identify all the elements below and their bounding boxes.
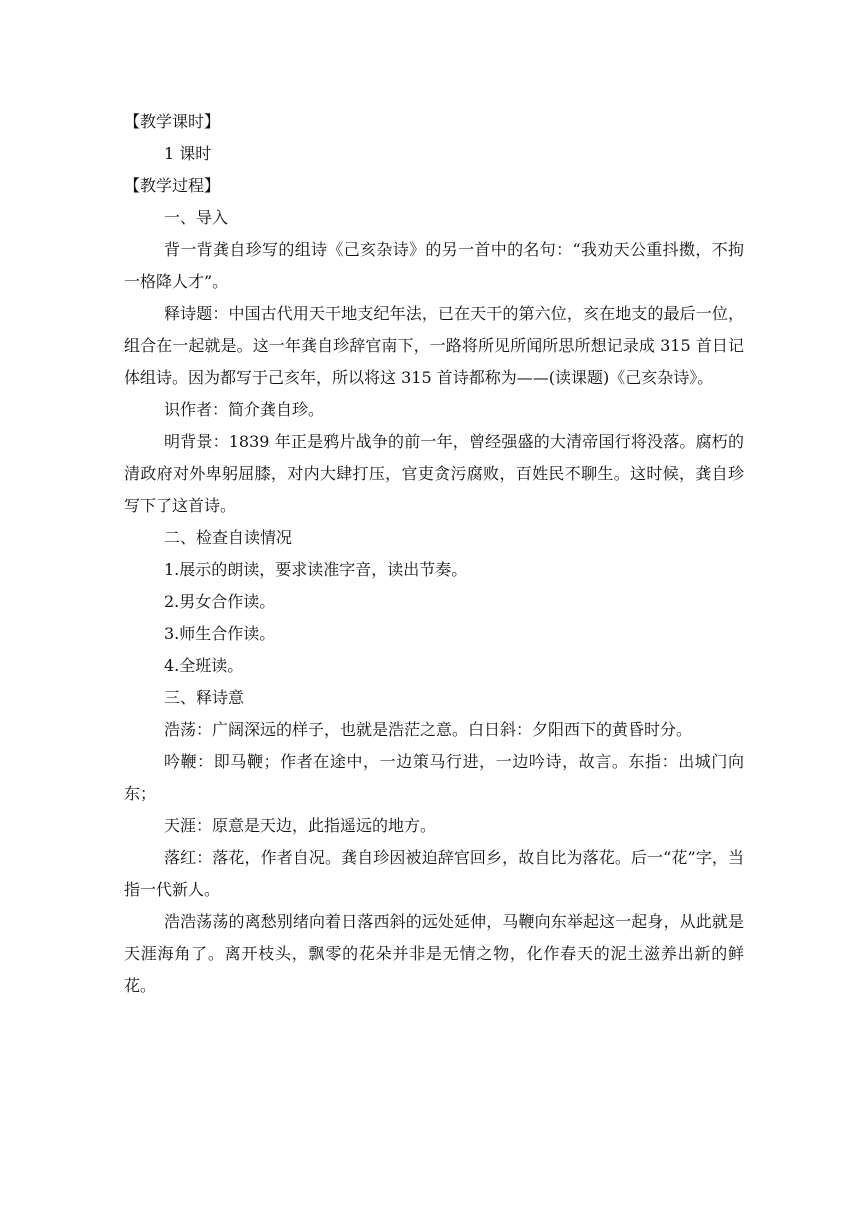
section-1-paragraph: 明背景：1839 年正是鸦片战争的前一年，曾经强盛的大清帝国行将没落。腐朽的清政府对外卑躬屈膝，对内大肆打压，官吏贪污腐败，百姓民不聊生。这时候，龚自珍写下了这首诗。 — [124, 432, 744, 515]
list-item: 2.男女合作读。 — [164, 592, 276, 611]
section-3-paragraph: 浩浩荡荡的离愁别绪向着日落西斜的远处延伸，马鞭向东举起这一起身，从此就是天涯海角了。离开枝头，飘零的花朵并非是无情之物，化作春天的泥土滋养出新的鲜花。 — [124, 912, 744, 995]
lesson-hours-heading: 【教学课时】 — [124, 112, 221, 131]
section-3-paragraph: 落红：落花，作者自况。龚自珍因被迫辞官回乡，故自比为落花。后一“花”字，当指一代新人。 — [124, 848, 744, 899]
section-3-paragraph: 浩荡：广阔深远的样子，也就是浩茫之意。白日斜：夕阳西下的黄昏时分。 — [164, 720, 693, 739]
section-3-paragraph: 天涯：原意是天边，此指遥远的地方。 — [164, 816, 437, 835]
document-body — [124, 106, 744, 1002]
section-1-paragraph: 背一背龚自珍写的组诗《己亥杂诗》的另一首中的名句：“我劝天公重抖擞，不拘一格降人才”。 — [124, 240, 744, 291]
list-item: 4.全班读。 — [164, 656, 244, 675]
section-3-paragraph: 吟鞭：即马鞭；作者在途中，一边策马行进，一边吟诗，故言。东指：出城门向东； — [124, 752, 744, 803]
section-3-title: 三、释诗意 — [164, 688, 245, 707]
list-item: 3.师生合作读。 — [164, 624, 276, 643]
section-1-title: 一、导入 — [164, 208, 229, 227]
lesson-hours-value: 1 课时 — [164, 144, 212, 163]
teaching-process-heading: 【教学过程】 — [124, 176, 221, 195]
section-1-paragraph: 识作者：简介龚自珍。 — [164, 400, 325, 419]
list-item: 1.展示的朗读，要求读准字音，读出节奏。 — [164, 560, 468, 579]
section-2-title: 二、检查自读情况 — [164, 528, 293, 547]
section-1-paragraph: 释诗题：中国古代用天干地支纪年法，已在天干的第六位，亥在地支的最后一位，组合在一起就是。这一年龚自珍辞官南下，一路将所见所闻所思所想记录成 315 首日记体组诗。因为都写于己亥年，所以将这 315 首诗都称为——(读课题)《己亥杂诗》。 — [124, 304, 744, 387]
